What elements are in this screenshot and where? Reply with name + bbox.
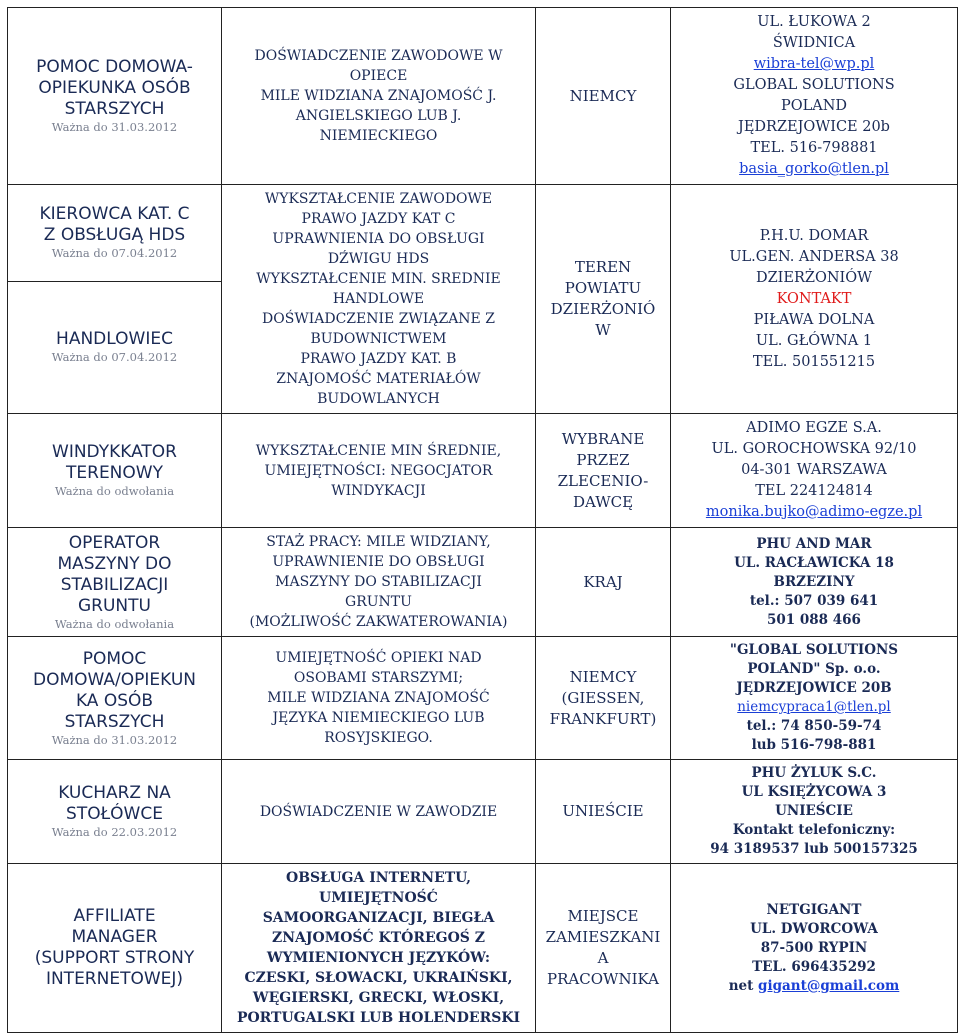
employer-cell: UL. ŁUKOWA 2 ŚWIDNICA wibra-tel@wp.pl GLOBAL SOLUTIONS POLAND JĘDRZEJOWICE 20b TEL. 516-798881 basia_gorko@tlen.pl [671, 8, 958, 185]
location-cell: NIEMCY [536, 8, 671, 185]
position-title: POMOC DOMOWA/OPIEKUN KA OSÓB STARSZYCH [33, 648, 196, 732]
location-cell: TEREN POWIATU DZIERŻONIÓ W [536, 185, 671, 414]
position-cell [8, 760, 222, 864]
expiry-date: Ważna do 07.04.2012 [51, 246, 178, 261]
table-row [8, 414, 958, 528]
table-row [8, 528, 958, 637]
position-title: KUCHARZ NA STOŁÓWCE [58, 783, 171, 824]
table-row [8, 8, 958, 185]
position-cell [8, 414, 222, 528]
requirements-cell: UMIEJĘTNOŚĆ OPIEKI NAD OSOBAMI STARSZYMI; MILE WIDZIANA ZNAJOMOŚĆ JĘZYKA NIEMIECKIEGO LUB ROSYJSKIEGO. [222, 637, 536, 760]
employer-email-link[interactable]: wibra-tel@wp.pl [753, 56, 875, 72]
table-row [8, 185, 958, 282]
expiry-date: Ważna do odwołania [54, 484, 175, 498]
requirements-cell: DOŚWIADCZENIE ZAWODOWE W OPIECE MILE WIDZIANA ZNAJOMOŚĆ J. ANGIELSKIEGO LUB J. NIEMIECKIEGO [222, 8, 536, 185]
employer-cell: "GLOBAL SOLUTIONS POLAND" Sp. o.o. JĘDRZEJOWICE 20B niemcypraca1@tlen.pl tel.: 74 850-59-74 lub 516-798-881 [671, 637, 958, 760]
location-cell: MIEJSCE ZAMIESZKANI A PRACOWNIKA [536, 864, 671, 1033]
expiry-date: Ważna do 31.03.2012 [51, 732, 178, 747]
position-cell [8, 637, 222, 760]
requirements-cell: WYKSZTAŁCENIE MIN ŚREDNIE, UMIEJĘTNOŚCI: NEGOCJATOR WINDYKACJI [222, 414, 536, 528]
position-title: HANDLOWIEC [56, 329, 173, 350]
position-cell [8, 528, 222, 637]
expiry-date: Ważna do 07.04.2012 [51, 350, 178, 365]
employer-cell: PHU AND MAR UL. RACŁAWICKA 18 BRZEZINY tel.: 507 039 641 501 088 466 [671, 528, 958, 637]
requirements-cell: DOŚWIADCZENIE W ZAWODZIE [222, 760, 536, 864]
employer-email-link[interactable]: basia_gorko@tlen.pl [739, 161, 889, 177]
table-row [8, 760, 958, 864]
requirements-cell: STAŻ PRACY: MILE WIDZIANY, UPRAWNIENIE DO OBSŁUGI MASZYNY DO STABILIZACJI GRUNTU (MOŻLIWOŚĆ ZAKWATEROWANIA) [222, 528, 536, 637]
position-cell [8, 281, 222, 413]
location-cell: WYBRANE PRZEZ ZLECENIO- DAWCĘ [536, 414, 671, 528]
contact-label: KONTAKT [776, 290, 852, 307]
employer-email-link[interactable]: niemcypraca1@tlen.pl [737, 699, 891, 715]
employer-net-line: net gigant@gmail.com [728, 977, 900, 994]
employer-email-link[interactable]: gigant@gmail.com [758, 977, 900, 994]
expiry-date: Ważna do 22.03.2012 [51, 825, 178, 839]
position-title: OPERATOR MASZYNY DO STABILIZACJI GRUNTU [57, 532, 172, 616]
position-title: WINDYKKATOR TERENOWY [52, 442, 177, 483]
position-title: POMOC DOMOWA- OPIEKUNKA OSÓB STARSZYCH [36, 57, 193, 119]
requirements-cell: WYKSZTAŁCENIE ZAWODOWE PRAWO JAZDY KAT C UPRAWNIENIA DO OBSŁUGI DŹWIGU HDS WYKSZTAŁCENIE MIN. SREDNIE HANDLOWE DOŚWIADCZENIE ZWIĄZANE Z BUDOWNICTWEM PRAWO JAZDY KAT. B ZNAJOMOŚĆ MATERIAŁÓW BUDOWLANYCH [222, 185, 536, 414]
position-cell [8, 8, 222, 185]
table-row [8, 864, 958, 1033]
employer-cell: ADIMO EGZE S.A. UL. GOROCHOWSKA 92/10 04-301 WARSZAWA TEL 224124814 monika.bujko@adimo-egze.pl [671, 414, 958, 528]
location-cell: NIEMCY (GIESSEN, FRANKFURT) [536, 637, 671, 760]
position-title: AFFILIATE MANAGER (SUPPORT STRONY INTERNETOWEJ) [34, 906, 195, 989]
requirements-cell: OBSŁUGA INTERNETU, UMIEJĘTNOŚĆ SAMOORGANIZACJI, BIEGŁA ZNAJOMOŚĆ KTÓREGOŚ Z WYMIENIONYCH JĘZYKÓW: CZESKI, SŁOWACKI, UKRAIŃSKI, WĘGIERSKI, GRECKI, WŁOSKI, PORTUGALSKI LUB HOLENDERSKI [222, 864, 536, 1033]
employer-email-link[interactable]: monika.bujko@adimo-egze.pl [705, 504, 923, 520]
location-cell: KRAJ [536, 528, 671, 637]
location-cell: UNIEŚCIE [536, 760, 671, 864]
expiry-date: Ważna do odwołania [54, 616, 175, 631]
table-row [8, 637, 958, 760]
job-offers-table [7, 7, 958, 1033]
employer-cell: PHU ŻYLUK S.C. UL KSIĘŻYCOWA 3 UNIEŚCIE Kontakt telefoniczny: 94 3189537 lub 500157325 [671, 760, 958, 864]
employer-cell: P.H.U. DOMAR UL.GEN. ANDERSA 38 DZIERŻONIÓW KONTAKT PIŁAWA DOLNA UL. GŁÓWNA 1 TEL. 501551215 [671, 185, 958, 414]
position-cell [8, 864, 222, 1033]
position-cell [8, 185, 222, 282]
employer-cell: NETGIGANT UL. DWORCOWA 87-500 RYPIN TEL. 696435292 net gigant@gmail.com [671, 864, 958, 1033]
position-title: KIEROWCA KAT. C Z OBSŁUGĄ HDS [39, 204, 190, 246]
expiry-date: Ważna do 31.03.2012 [51, 120, 178, 134]
